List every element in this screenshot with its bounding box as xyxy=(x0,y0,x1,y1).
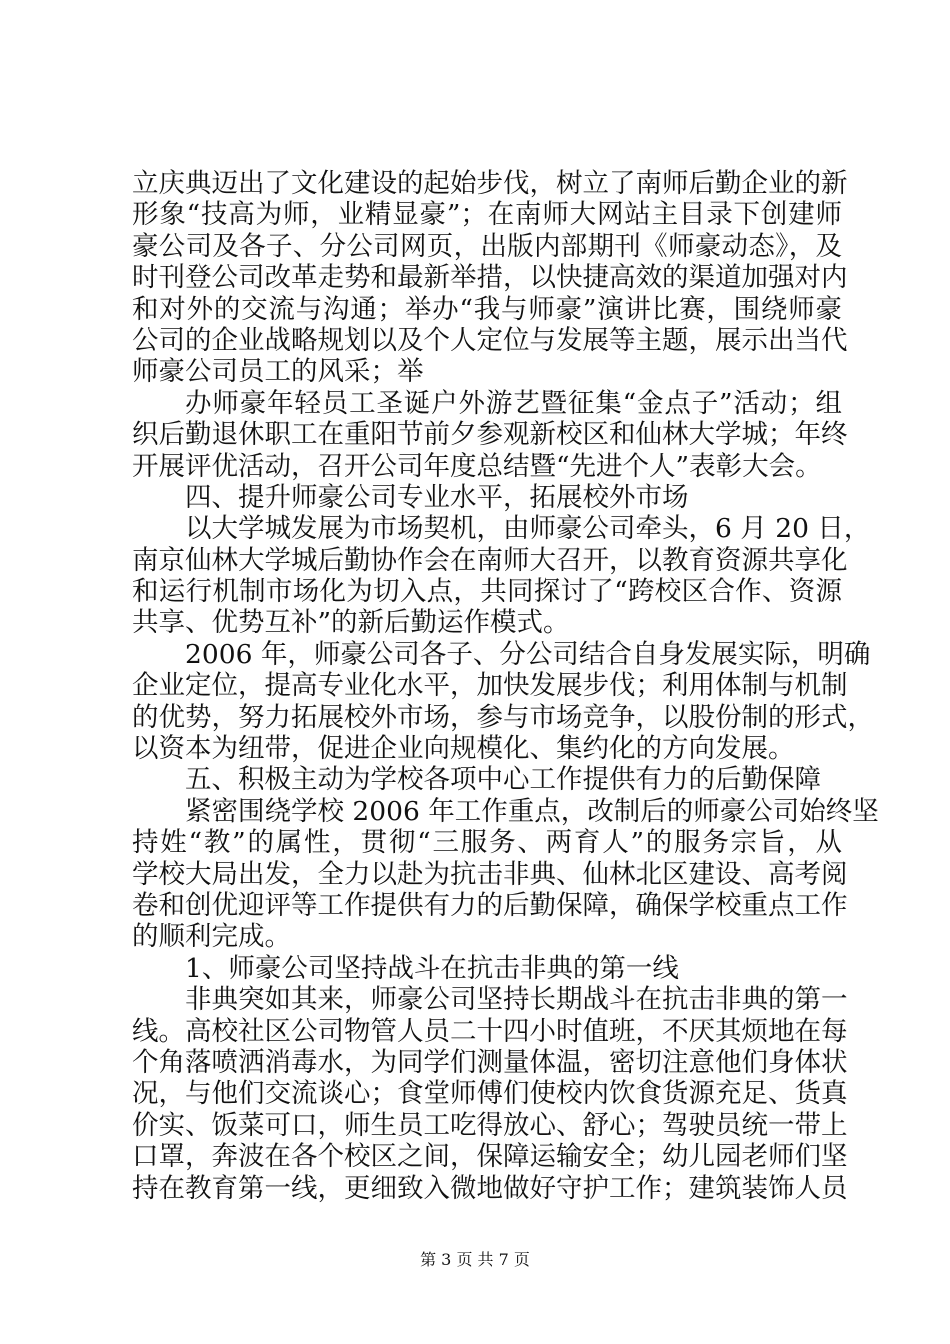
text-line: 企业定位，提高专业化水平，加快发展步伐；利用体制与机制 xyxy=(132,670,848,702)
text-line: 以资本为纽带，促进企业向规模化、集约化的方向发展。 xyxy=(132,733,795,765)
text-line: 时刊登公司改革走势和最新举措，以快捷高效的渠道加强对内 xyxy=(132,262,848,294)
text-line: 办师豪年轻员工圣诞户外游艺暨征集“金点子”活动；组 xyxy=(185,387,842,419)
text-line: 持姓“教”的属性，贯彻“三服务、两育人”的服务宗旨，从 xyxy=(132,827,842,859)
text-line: 紧密围绕学校 2006 年工作重点，改制后的师豪公司始终坚 xyxy=(185,795,879,827)
text-line: 豪公司及各子、分公司网页，出版内部期刊《师豪动态》，及 xyxy=(132,230,842,262)
text-line: 的优势，努力拓展校外市场，参与市场竞争，以股份制的形式， xyxy=(132,701,874,733)
section-heading: 四、提升师豪公司专业水平，拓展校外市场 xyxy=(185,481,689,513)
subsection-heading: 1、师豪公司坚持战斗在抗击非典的第一线 xyxy=(185,952,679,984)
page-number-label: 第 3 页 共 7 页 xyxy=(420,1250,530,1269)
text-line: 线。高校社区公司物管人员二十四小时值班，不厌其烦地在每 xyxy=(132,1015,848,1047)
text-line: 形象“技高为师，业精显豪”；在南师大网站主目录下创建师 xyxy=(132,199,842,231)
text-line: 和对外的交流与沟通；举办“我与师豪”演讲比赛，围绕师豪 xyxy=(132,293,842,325)
text-line: 师豪公司员工的风采；举 xyxy=(132,356,424,388)
text-line: 的顺利完成。 xyxy=(132,921,291,953)
text-line: 南京仙林大学城后勤协作会在南师大召开，以教育资源共享化 xyxy=(132,544,848,576)
text-line: 以大学城发展为市场契机，由师豪公司牵头，6 月 20 日， xyxy=(185,513,871,545)
text-line: 共享、优势互补”的新后勤运作模式。 xyxy=(132,607,570,639)
page-footer xyxy=(0,1247,950,1270)
section-heading: 五、积极主动为学校各项中心工作提供有力的后勤保障 xyxy=(185,764,821,796)
text-line: 学校大局出发，全力以赴为抗击非典、仙林北区建设、高考阅 xyxy=(132,858,848,890)
text-line: 立庆典迈出了文化建设的起始步伐，树立了南师后勤企业的新 xyxy=(132,168,848,199)
text-line: 况，与他们交流谈心；食堂师傅们使校内饮食货源充足、货真 xyxy=(132,1078,848,1110)
body-text xyxy=(132,168,879,1204)
text-line: 开展评优活动，召开公司年度总结暨“先进个人”表彰大会。 xyxy=(132,450,822,482)
text-line: 织后勤退休职工在重阳节前夕参观新校区和仙林大学城；年终 xyxy=(132,419,848,451)
text-line: 持在教育第一线，更细致入微地做好守护工作；建筑装饰人员 xyxy=(132,1172,848,1204)
text-line: 2006 年，师豪公司各子、分公司结合自身发展实际，明确 xyxy=(185,638,871,670)
text-line: 价实、饭菜可口，师生员工吃得放心、舒心；驾驶员统一带上 xyxy=(132,1109,848,1141)
text-line: 卷和创优迎评等工作提供有力的后勤保障，确保学校重点工作 xyxy=(132,889,848,921)
text-line: 个角落喷洒消毒水，为同学们测量体温，密切注意他们身体状 xyxy=(132,1046,848,1078)
text-line: 非典突如其来，师豪公司坚持长期战斗在抗击非典的第一 xyxy=(185,984,848,1016)
text-line: 和运行机制市场化为切入点，共同探讨了“跨校区合作、资源 xyxy=(132,576,842,608)
text-line: 口罩，奔波在各个校区之间，保障运输安全；幼儿园老师们坚 xyxy=(132,1141,848,1173)
text-line: 公司的企业战略规划以及个人定位与发展等主题，展示出当代 xyxy=(132,324,848,356)
